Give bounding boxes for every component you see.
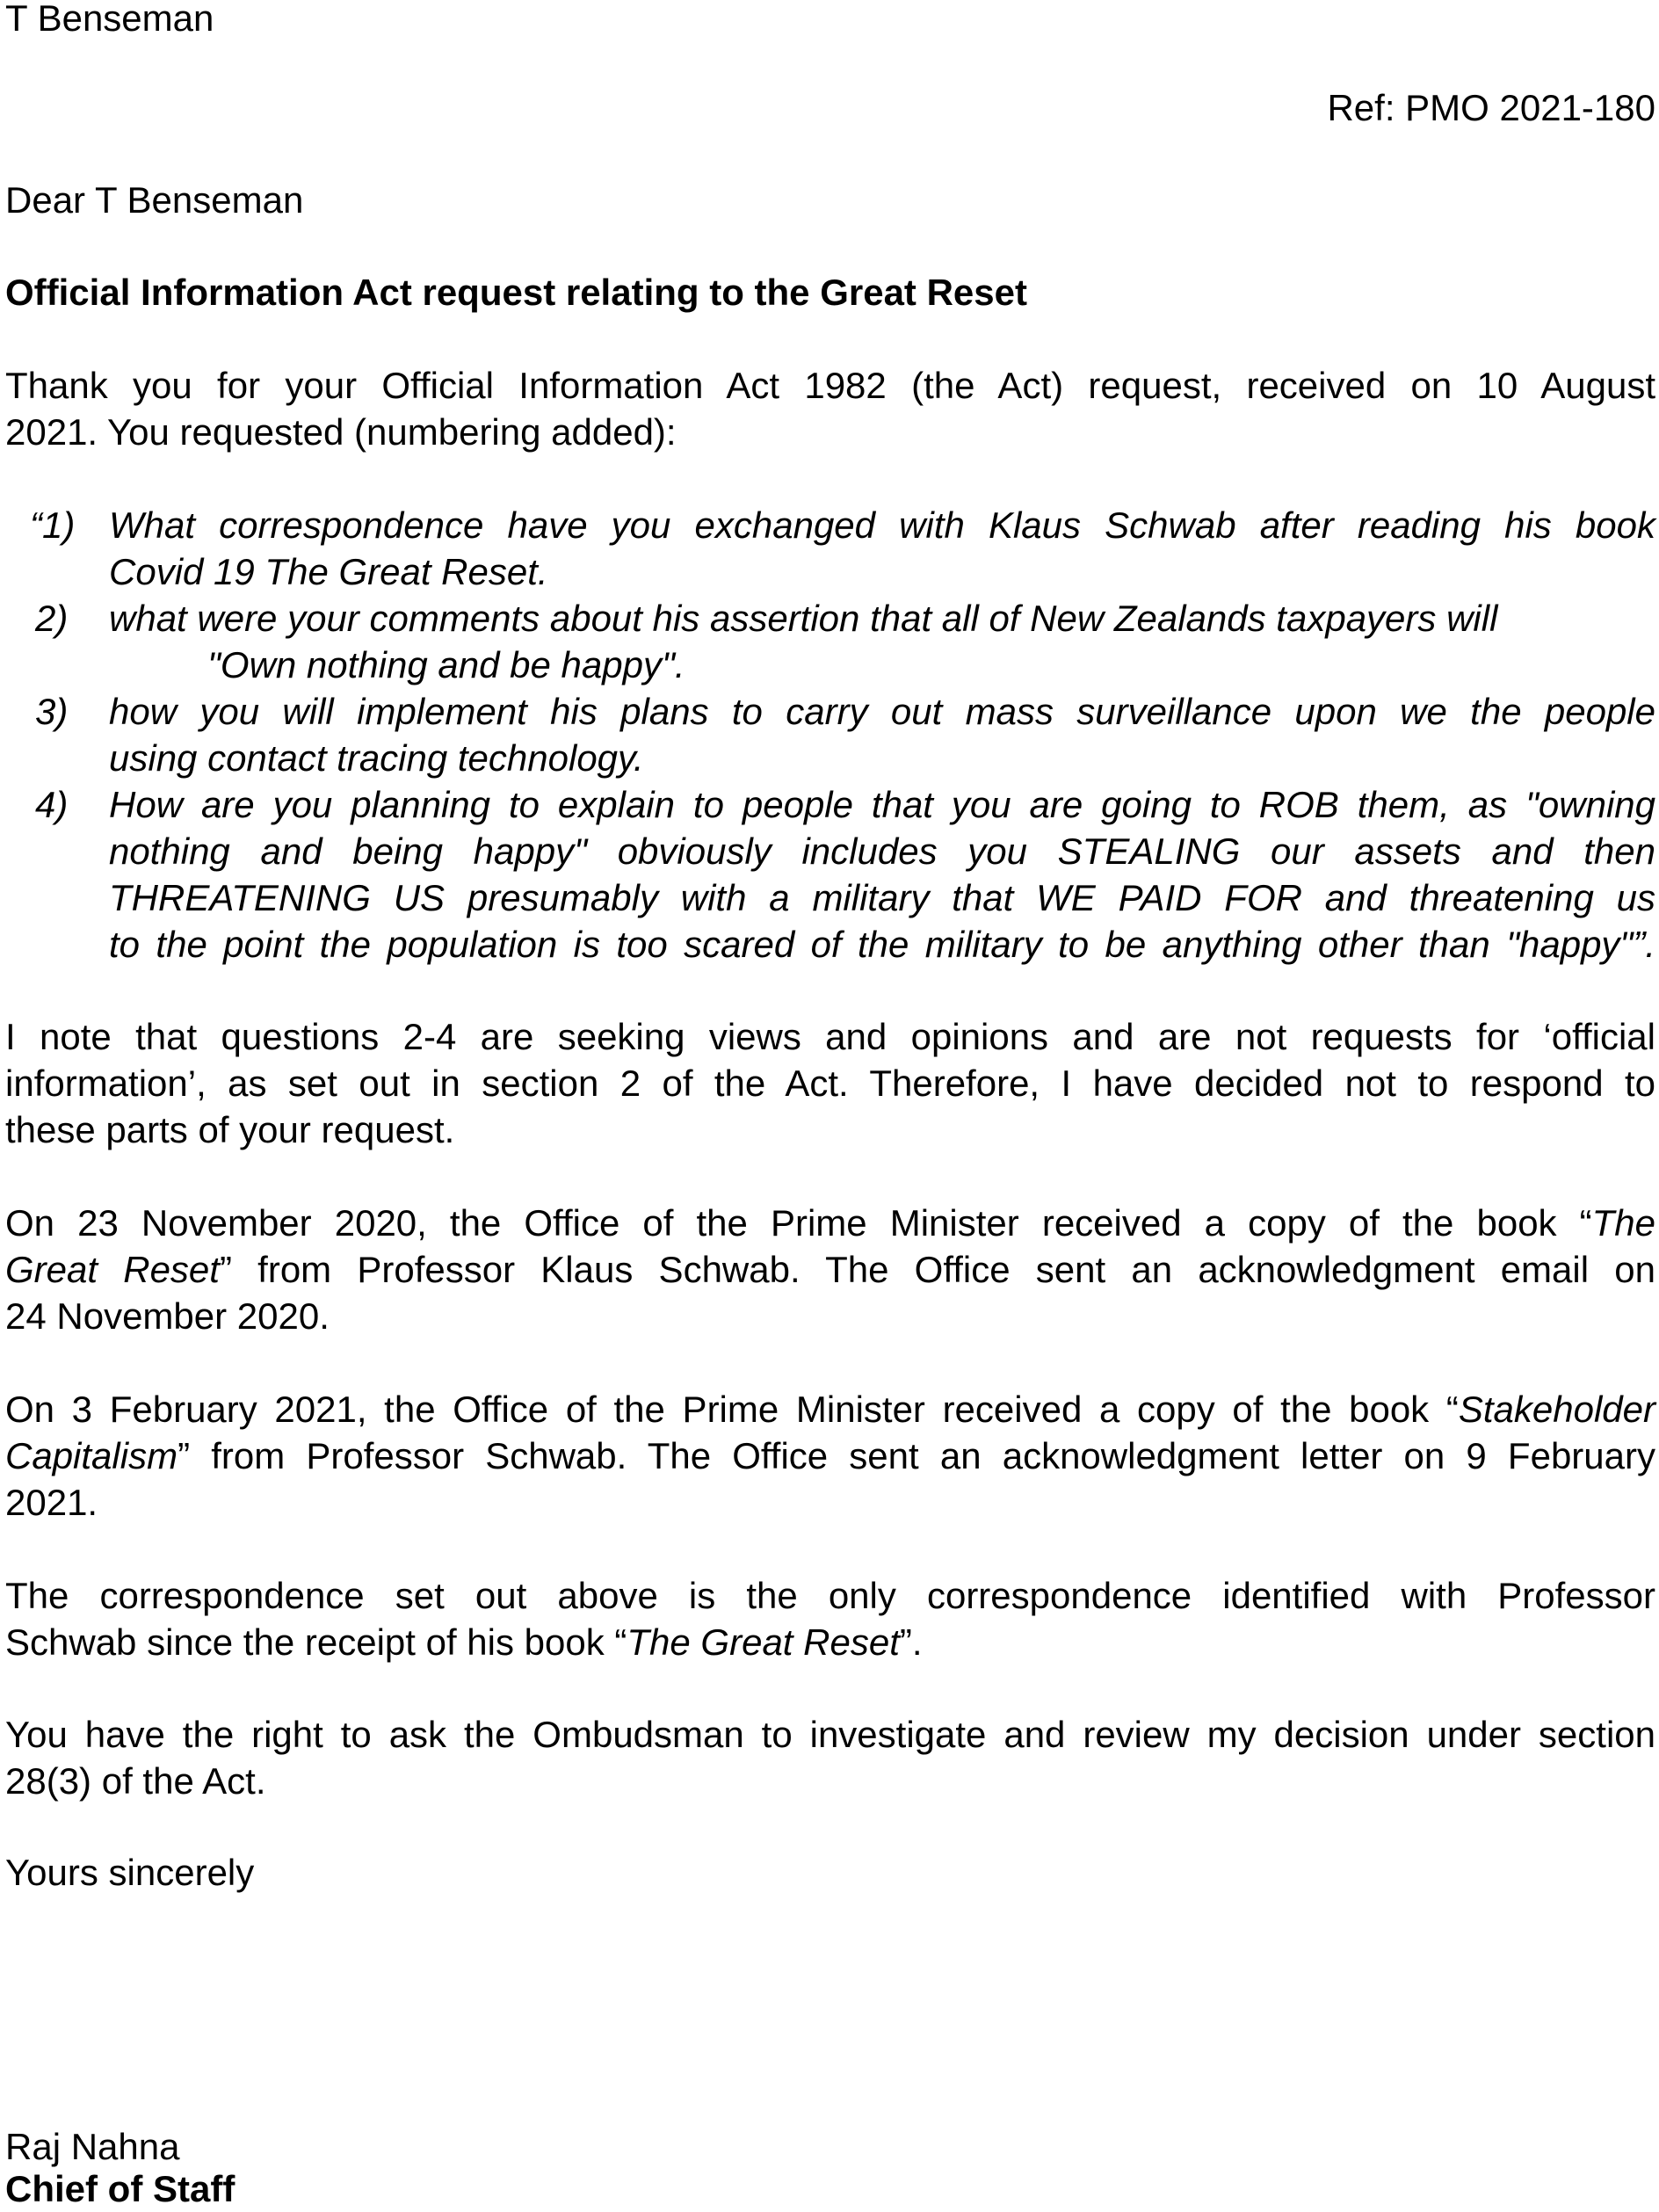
question-2-line-2: "Own nothing and be happy". bbox=[207, 644, 685, 685]
question-4-line-4: to the point the population is too scared of the military to be anything other than "happy"”. bbox=[109, 924, 1655, 965]
book-title-great-reset: The Great Reset bbox=[627, 1621, 900, 1663]
paragraph-5-line-2: 28(3) of the Act. bbox=[5, 1760, 266, 1802]
question-1-number: “1) bbox=[30, 504, 76, 546]
paragraph-2-text: On 23 November 2020, the Office of the Prime Minister received a copy of the book “ bbox=[5, 1202, 1592, 1244]
salutation: Dear T Benseman bbox=[5, 179, 304, 221]
book-title-stakeholder-capitalism: Capitalism bbox=[5, 1435, 178, 1476]
paragraph-2-line-2 bbox=[5, 1246, 1655, 1293]
paragraph-1-line-3: these parts of your request. bbox=[5, 1109, 455, 1150]
paragraph-3-line-3: 2021. bbox=[5, 1482, 98, 1523]
question-3-number: 3) bbox=[35, 691, 69, 732]
question-1-line-2: Covid 19 The Great Reset. bbox=[109, 551, 548, 592]
closing: Yours sincerely bbox=[5, 1852, 255, 1893]
question-4-number: 4) bbox=[35, 784, 69, 825]
recipient-name: T Benseman bbox=[5, 0, 214, 39]
paragraph-1-line-1: I note that questions 2-4 are seeking views and opinions and are not requests for ‘official bbox=[5, 1016, 1655, 1057]
paragraph-2-text: ” from Professor Klaus Schwab. The Office sent an acknowledgment email on bbox=[219, 1249, 1655, 1290]
book-title-great-reset: The bbox=[1591, 1202, 1655, 1244]
reference-number: Ref: PMO 2021-180 bbox=[1327, 87, 1655, 128]
paragraph-2-line-1 bbox=[5, 1200, 1655, 1246]
question-3-line-1: how you will implement his plans to carry out mass surveillance upon we the people bbox=[109, 691, 1655, 732]
signatory-title: Chief of Staff bbox=[5, 2168, 235, 2209]
intro-line-2: 2021. You requested (numbering added): bbox=[5, 411, 677, 453]
question-2-line-1: what were your comments about his assertion that all of New Zealands taxpayers will bbox=[109, 598, 1498, 639]
book-title-stakeholder-capitalism: Stakeholder bbox=[1458, 1389, 1655, 1430]
paragraph-4-text: Schwab since the receipt of his book “ bbox=[5, 1621, 627, 1663]
question-4-line-2: nothing and being happy" obviously includes you STEALING our assets and then bbox=[109, 830, 1655, 872]
paragraph-3-line-1 bbox=[5, 1386, 1655, 1432]
paragraph-3-text: On 3 February 2021, the Office of the Prime Minister received a copy of the book “ bbox=[5, 1389, 1459, 1430]
paragraph-3-line-2 bbox=[5, 1432, 1655, 1479]
question-4-line-1: How are you planning to explain to people that you are going to ROB them, as "owning bbox=[109, 784, 1655, 825]
paragraph-5-line-1: You have the right to ask the Ombudsman to investigate and review my decision under section bbox=[5, 1714, 1655, 1755]
paragraph-3-text: ” from Professor Schwab. The Office sent an acknowledgment letter on 9 February bbox=[177, 1435, 1655, 1476]
question-4-line-3: THREATENING US presumably with a military that WE PAID FOR and threatening us bbox=[109, 877, 1655, 918]
question-2-number: 2) bbox=[35, 598, 69, 639]
intro-line-1: Thank you for your Official Information Act 1982 (the Act) request, received on 10 August bbox=[5, 365, 1655, 406]
paragraph-2-line-3: 24 November 2020. bbox=[5, 1295, 330, 1337]
signatory-name: Raj Nahna bbox=[5, 2126, 180, 2167]
question-1-line-1: What correspondence have you exchanged with Klaus Schwab after reading his book bbox=[109, 504, 1655, 546]
book-title-great-reset: Great Reset bbox=[5, 1249, 220, 1290]
paragraph-4-line-2 bbox=[5, 1619, 1655, 1665]
question-3-line-2: using contact tracing technology. bbox=[109, 737, 644, 779]
paragraph-4-text: ”. bbox=[899, 1621, 923, 1663]
subject-line: Official Information Act request relating to the Great Reset bbox=[5, 272, 1027, 313]
paragraph-4-line-1: The correspondence set out above is the only correspondence identified with Professor bbox=[5, 1575, 1655, 1616]
paragraph-1-line-2: information’, as set out in section 2 of the Act. Therefore, I have decided not to respond to bbox=[5, 1062, 1655, 1104]
